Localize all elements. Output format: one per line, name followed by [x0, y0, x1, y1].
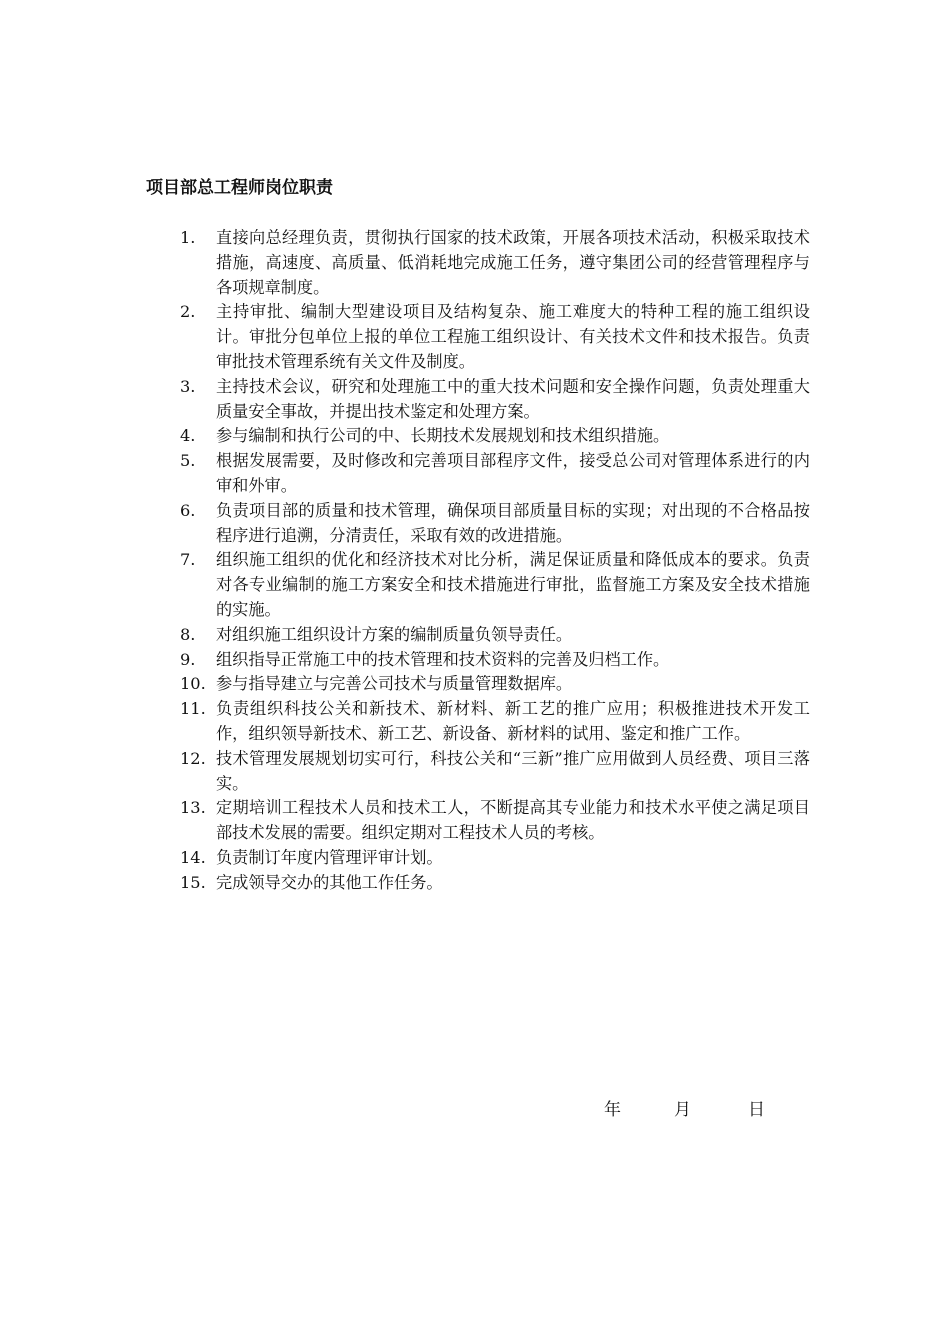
- item-text: 组织施工组织的优化和经济技术对比分析，满足保证质量和降低成本的要求。负责对各专业编制的施工方案安全和技术措施进行审批，监督施工方案及安全技术措施的实施。: [216, 550, 810, 619]
- item-number: 15.: [180, 872, 206, 892]
- item-number: 2.: [180, 302, 196, 322]
- list-item: [180, 226, 810, 300]
- list-item: [180, 623, 810, 648]
- list-item: [180, 796, 810, 846]
- item-number: 1.: [180, 228, 196, 247]
- list-item: [180, 499, 810, 549]
- item-number: 3.: [180, 376, 196, 396]
- item-text: 技术管理发展规划切实可行，科技公关和“三新”推广应用做到人员经费、项目三落实。: [216, 748, 810, 793]
- item-number: 12.: [180, 748, 206, 768]
- item-number: 14.: [180, 847, 206, 867]
- list-item: [180, 747, 810, 797]
- item-text: 主持技术会议，研究和处理施工中的重大技术问题和安全操作问题，负责处理重大质量安全事故，并提出技术鉴定和处理方案。: [216, 376, 810, 421]
- item-text: 主持审批、编制大型建设项目及结构复杂、施工难度大的特种工程的施工组织设计。审批分包单位上报的单位工程施工组织设计、有关技术文件和技术报告。负责审批技术管理系统有关文件及制度。: [216, 302, 810, 371]
- list-item: [180, 424, 810, 449]
- document-title: 项目部总工程师岗位职责: [146, 178, 333, 198]
- list-item: [180, 375, 810, 425]
- date-month-label: 月: [674, 1100, 691, 1120]
- item-text: 定期培训工程技术人员和技术工人，不断提高其专业能力和技术水平使之满足项目部技术发展的需要。组织定期对工程技术人员的考核。: [216, 798, 810, 843]
- item-text: 对组织施工组织设计方案的编制质量负领导责任。: [216, 624, 573, 644]
- list-item: [180, 300, 810, 374]
- item-number: 10.: [180, 674, 206, 694]
- item-text: 参与指导建立与完善公司技术与质量管理数据库。: [216, 674, 573, 694]
- item-text: 负责组织科技公关和新技术、新材料、新工艺的推广应用；积极推进技术开发工作，组织领导新技术、新工艺、新设备、新材料的试用、鉴定和推广工作。: [216, 699, 810, 743]
- item-number: 7.: [180, 550, 196, 570]
- list-item: [180, 672, 810, 697]
- item-number: 4.: [180, 426, 196, 446]
- item-text: 负责项目部的质量和技术管理，确保项目部质量目标的实现；对出现的不合格品按程序进行追溯，分清责任，采取有效的改进措施。: [216, 500, 810, 545]
- item-text: 参与编制和执行公司的中、长期技术发展规划和技术组织措施。: [216, 426, 670, 446]
- date-day-label: 日: [748, 1100, 765, 1120]
- item-number: 6.: [180, 500, 196, 520]
- item-text: 直接向总经理负责，贯彻执行国家的技术政策，开展各项技术活动，积极采取技术措施，高速度、高质量、低消耗地完成施工任务，遵守集团公司的经营管理程序与各项规章制度。: [216, 228, 810, 297]
- item-text: 完成领导交办的其他工作任务。: [216, 872, 443, 892]
- list-item: [180, 449, 810, 499]
- item-text: 负责制订年度内管理评审计划。: [216, 847, 443, 867]
- item-number: 5.: [180, 451, 196, 471]
- date-year-label: 年: [604, 1100, 621, 1120]
- item-text: 组织指导正常施工中的技术管理和技术资料的完善及归档工作。: [216, 649, 670, 669]
- list-item: [180, 648, 810, 673]
- item-number: 9.: [180, 649, 196, 669]
- item-text: 根据发展需要，及时修改和完善项目部程序文件，接受总公司对管理体系进行的内审和外审。: [216, 451, 810, 495]
- list-item: [180, 871, 810, 896]
- list-item: [180, 846, 810, 871]
- list-item: [180, 548, 810, 622]
- duty-list: [180, 226, 810, 896]
- item-number: 11.: [180, 699, 206, 719]
- item-number: 8.: [180, 624, 196, 644]
- item-number: 13.: [180, 798, 206, 818]
- list-item: [180, 697, 810, 747]
